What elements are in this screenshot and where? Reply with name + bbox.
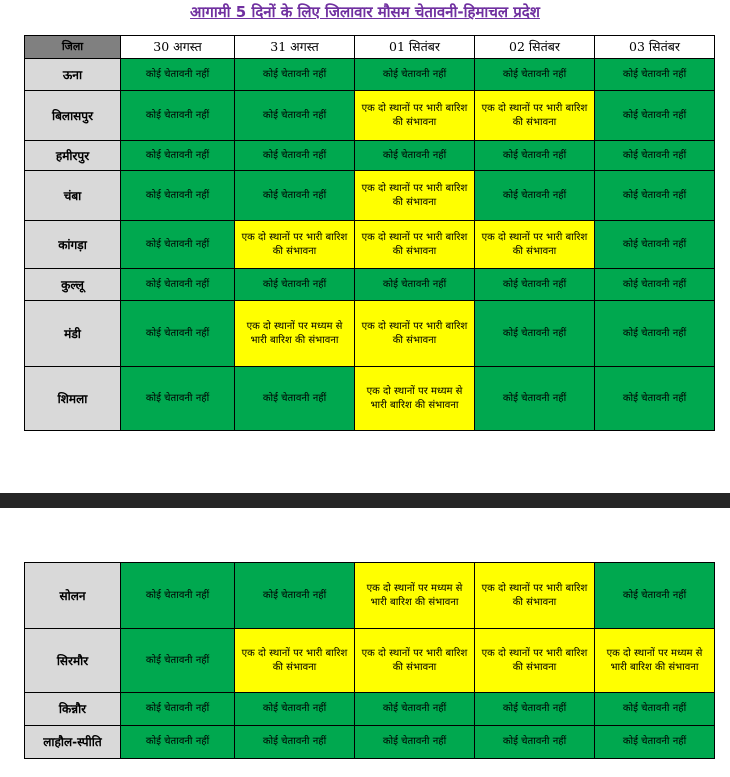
table-row [25,171,715,221]
no-warning-cell: कोई चेतावनी नहीं [475,269,595,301]
warning-cell: एक दो स्थानों पर भारी बारिश की संभावना [235,629,355,693]
table-row [25,563,715,629]
no-warning-cell: कोई चेतावनी नहीं [355,141,475,171]
warning-cell: एक दो स्थानों पर मध्यम से भारी बारिश की संभावना [235,301,355,367]
no-warning-cell: कोई चेतावनी नहीं [595,221,715,269]
no-warning-cell: कोई चेतावनी नहीं [595,171,715,221]
no-warning-cell: कोई चेतावनी नहीं [121,141,235,171]
district-name: किन्नौर [25,693,121,726]
warning-cell: एक दो स्थानों पर भारी बारिश की संभावना [355,171,475,221]
no-warning-cell: कोई चेतावनी नहीं [475,726,595,759]
no-warning-cell: कोई चेतावनी नहीं [121,301,235,367]
no-warning-cell: कोई चेतावनी नहीं [235,693,355,726]
warning-cell: एक दो स्थानों पर भारी बारिश की संभावना [355,221,475,269]
district-name: सोलन [25,563,121,629]
no-warning-cell: कोई चेतावनी नहीं [235,726,355,759]
no-warning-cell: कोई चेतावनी नहीं [121,563,235,629]
no-warning-cell: कोई चेतावनी नहीं [121,726,235,759]
no-warning-cell: कोई चेतावनी नहीं [235,367,355,431]
district-name: मंडी [25,301,121,367]
warning-table-1 [24,35,715,431]
district-name: हमीरपुर [25,141,121,171]
district-name: सिरमौर [25,629,121,693]
date-header: 02 सितंबर [475,36,595,59]
no-warning-cell: कोई चेतावनी नहीं [121,171,235,221]
district-name: बिलासपुर [25,91,121,141]
no-warning-cell: कोई चेतावनी नहीं [355,726,475,759]
no-warning-cell: कोई चेतावनी नहीं [355,269,475,301]
no-warning-cell: कोई चेतावनी नहीं [355,59,475,91]
no-warning-cell: कोई चेतावनी नहीं [595,726,715,759]
no-warning-cell: कोई चेतावनी नहीं [475,693,595,726]
no-warning-cell: कोई चेतावनी नहीं [235,141,355,171]
table-row [25,59,715,91]
no-warning-cell: कोई चेतावनी नहीं [121,367,235,431]
table-row [25,141,715,171]
no-warning-cell: कोई चेतावनी नहीं [595,301,715,367]
district-header: जिला [25,36,121,59]
no-warning-cell: कोई चेतावनी नहीं [475,301,595,367]
warning-cell: एक दो स्थानों पर मध्यम से भारी बारिश की संभावना [355,367,475,431]
no-warning-cell: कोई चेतावनी नहीं [121,629,235,693]
no-warning-cell: कोई चेतावनी नहीं [235,91,355,141]
no-warning-cell: कोई चेतावनी नहीं [595,269,715,301]
no-warning-cell: कोई चेतावनी नहीं [595,563,715,629]
no-warning-cell: कोई चेतावनी नहीं [595,693,715,726]
table-row [25,693,715,726]
header-row [25,36,715,59]
no-warning-cell: कोई चेतावनी नहीं [121,269,235,301]
table-row [25,221,715,269]
warning-cell: एक दो स्थानों पर मध्यम से भारी बारिश की संभावना [355,563,475,629]
table-row [25,269,715,301]
date-header: 31 अगस्त [235,36,355,59]
no-warning-cell: कोई चेतावनी नहीं [475,141,595,171]
warning-cell: एक दो स्थानों पर भारी बारिश की संभावना [355,91,475,141]
warning-cell: एक दो स्थानों पर भारी बारिश की संभावना [475,221,595,269]
no-warning-cell: कोई चेतावनी नहीं [475,171,595,221]
no-warning-cell: कोई चेतावनी नहीं [595,59,715,91]
district-name: लाहौल-स्पीति [25,726,121,759]
no-warning-cell: कोई चेतावनी नहीं [595,91,715,141]
no-warning-cell: कोई चेतावनी नहीं [121,221,235,269]
table-row [25,91,715,141]
no-warning-cell: कोई चेतावनी नहीं [121,91,235,141]
no-warning-cell: कोई चेतावनी नहीं [475,59,595,91]
table-row [25,629,715,693]
no-warning-cell: कोई चेतावनी नहीं [595,141,715,171]
district-name: कांगड़ा [25,221,121,269]
table-row [25,367,715,431]
warning-cell: एक दो स्थानों पर भारी बारिश की संभावना [355,301,475,367]
date-header: 01 सितंबर [355,36,475,59]
no-warning-cell: कोई चेतावनी नहीं [235,563,355,629]
warning-cell: एक दो स्थानों पर मध्यम से भारी बारिश की संभावना [595,629,715,693]
district-name: ऊना [25,59,121,91]
warning-cell: एक दो स्थानों पर भारी बारिश की संभावना [475,91,595,141]
date-header: 03 सितंबर [595,36,715,59]
no-warning-cell: कोई चेतावनी नहीं [235,59,355,91]
warning-cell: एक दो स्थानों पर भारी बारिश की संभावना [235,221,355,269]
section-divider [0,493,730,508]
no-warning-cell: कोई चेतावनी नहीं [235,171,355,221]
district-name: चंबा [25,171,121,221]
table-row [25,726,715,759]
page-title: आगामी 5 दिनों के लिए जिलावार मौसम चेतावनी-हिमाचल प्रदेश [190,3,540,21]
warning-cell: एक दो स्थानों पर भारी बारिश की संभावना [355,629,475,693]
no-warning-cell: कोई चेतावनी नहीं [121,59,235,91]
no-warning-cell: कोई चेतावनी नहीं [235,269,355,301]
warning-cell: एक दो स्थानों पर भारी बारिश की संभावना [475,629,595,693]
no-warning-cell: कोई चेतावनी नहीं [121,693,235,726]
date-header: 30 अगस्त [121,36,235,59]
table-row [25,301,715,367]
no-warning-cell: कोई चेतावनी नहीं [595,367,715,431]
no-warning-cell: कोई चेतावनी नहीं [475,367,595,431]
district-name: कुल्लू [25,269,121,301]
warning-cell: एक दो स्थानों पर भारी बारिश की संभावना [475,563,595,629]
warning-table-2 [24,562,715,759]
district-name: शिमला [25,367,121,431]
no-warning-cell: कोई चेतावनी नहीं [355,693,475,726]
